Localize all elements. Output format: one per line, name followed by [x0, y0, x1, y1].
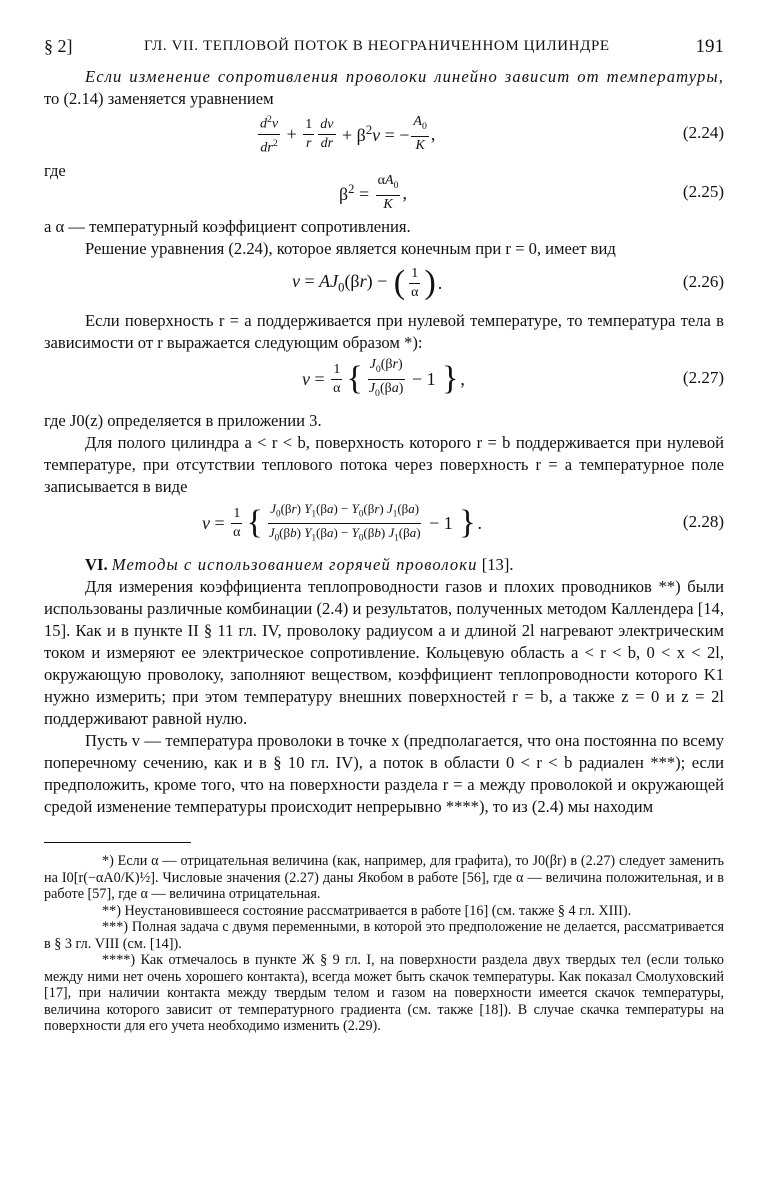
footnote-4: ****) Как отмечалось в пункте Ж § 9 гл. I, на поверхности раздела двух твердых тел (если только между ними нет очень хорошего контакта), всегда может быть скачок температуры. Как показал Смолуховский [17], при наличии контакта между твердым телом и газом на поверхности имеется скачок температуры, величина которого зависит от температурного градиента (см. также [18]). В случае скачка температуры на поверхности для его учета необходимо изменить (2.29). — [44, 952, 724, 1034]
equation-2-26 — [44, 260, 724, 306]
equation-number: (2.27) — [682, 368, 724, 387]
paragraph-surface: Если поверхность r = a поддерживается при нулевой температуре, то температура тела в зависимости от r выражается следующим образом *): — [44, 311, 724, 352]
section-title: Методы с использованием горячей проволоки — [111, 555, 478, 574]
header-section: § 2] — [44, 36, 73, 56]
footnote-rule — [44, 842, 191, 843]
paragraph-let-v: Пусть v — температура проволоки в точке x (предполагается, что она постоянна по всему поперечному сечению, как и в § 10 гл. IV), а поток в области 0 < r < b радиален ***); если предположить, кроме того, что на поверхности раздела r = a между проволокой и окружающей средой изменение температуры происходит непрерывно ****), то из (2.4) мы находим — [44, 731, 724, 816]
footnotes — [44, 853, 724, 1035]
equation-body: v = $\frac{1}{\alpha}$ { $J_0(\beta r)$ $J_0(\beta a)$ − 1 } , — [302, 356, 465, 399]
equation-2-25 — [44, 174, 724, 212]
paragraph-solution: Решение уравнения (2.24), которое является конечным при r = 0, имеет вид — [85, 239, 616, 258]
footnote-2: **) Неустановившееся состояние рассматривается в работе [16] (см. также § 4 гл. XIII). — [102, 902, 632, 919]
book-page — [44, 36, 724, 1035]
equation-2-28 — [44, 498, 724, 548]
equation-number: (2.24) — [682, 123, 724, 142]
intro-rest: то (2.14) заменяется уравнением — [44, 89, 274, 108]
equation-body: $\beta^2$ = $\frac{\alpha A_0}{K}$ , — [339, 173, 407, 212]
equation-2-27 — [44, 354, 724, 404]
paragraph-hollow: Для полого цилиндра a < r < b, поверхность которого r = b поддерживается при нулевой температуре, при отсутствии теплового потока через поверхность r = a температурное поле записывается в виде — [44, 433, 724, 496]
equation-body: $d^2v$ $dr^2$ + $\frac{1}{r}$ dv dr + $\beta^2v$ = − $\frac{A_0}{K}$ , — [260, 113, 436, 156]
intro-italic: Если изменение сопротивления проволоки линейно зависит от температуры, — [85, 67, 724, 86]
section-heading-vi — [44, 554, 724, 576]
footnote-1: *) Если α — отрицательная величина (как, например, для графита), то J0(βr) в (2.27) следует заменить на I0[r(−αA0/K)½]. Числовые значения (2.27) даны Якобом в работе [56], где α — величина положительная, и в работе [57], где α — величина отрицательная. — [44, 853, 724, 902]
equation-2-24 — [44, 110, 724, 160]
equation-number: (2.26) — [682, 272, 724, 291]
equation-number: (2.28) — [682, 512, 724, 531]
footnote-3: ***) Полная задача с двумя переменными, в которой это предположение не делается, рассматривается в § 3 гл. VIII (см. [14]). — [44, 919, 724, 952]
equation-body: v = $\frac{1}{\alpha}$ { $J_0(\beta r) Y_1(\beta a) - Y_0(\beta r)$ $J_1(\beta a)$ $J_0(\beta b) Y_1(\beta a) - Y_0(\beta b)$ $J_1(\beta a)$ − 1 } . — [202, 500, 483, 543]
paragraph-alpha: а α — температурный коэффициент сопротивления. — [44, 217, 411, 236]
paragraph-intro — [44, 66, 724, 110]
section-numeral: VI. — [85, 555, 108, 574]
word-where: где — [44, 161, 66, 180]
header-title: ГЛ. VII. ТЕПЛОВОЙ ПОТОК В НЕОГРАНИЧЕННОМ ЦИЛИНДРЕ — [144, 38, 610, 54]
equation-body: $v = AJ_0(\beta r)$ − ( 1 α ) . — [292, 264, 443, 301]
equation-number: (2.25) — [682, 182, 724, 201]
paragraph-j0: где J0(z) определяется в приложении 3. — [44, 411, 322, 430]
page-number: 191 — [695, 36, 724, 57]
paragraph-methods: Для измерения коэффициента теплопроводности газов и плохих проводников **) были использованы различные комбинации (2.4) и результатов, полученных методом Каллендера [14, 15]. Как и в пункте II § 11 гл. IV, проволоку радиусом a и длиной 2l нагревают электрическим током и измеряют ее электрическое сопротивление. Кольцевую область a < r < b, 0 < x < 2l, окружающую проволоку, заполняют веществом, коэффициент теплопроводности которого K1 нужно измерить; при этом температуру внешних поверхностей r = b, а также z = 0 и z = 2l поддерживают равной нулю. — [44, 577, 724, 728]
running-header — [44, 36, 724, 66]
section-ref: [13]. — [477, 555, 514, 574]
